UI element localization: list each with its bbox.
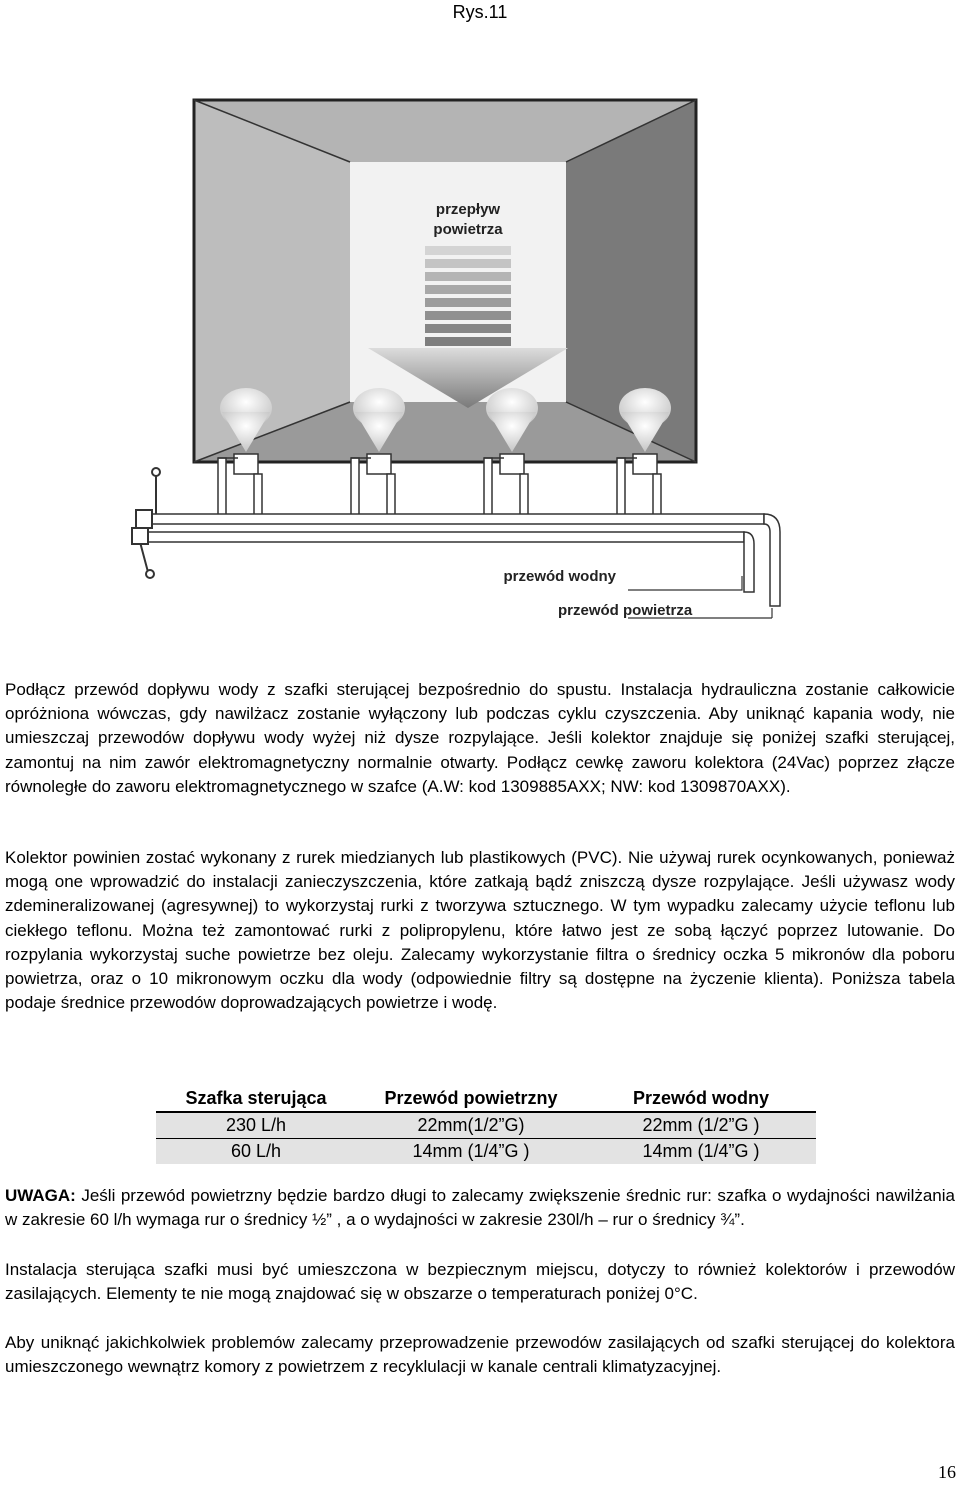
water-pipe-pointer (628, 576, 742, 590)
air-pipe-riser (764, 514, 780, 606)
figure-title: Rys.11 (452, 2, 508, 22)
table-cell: 60 L/h (156, 1139, 356, 1165)
nozzle-assembly (218, 454, 262, 518)
water-manifold-pipe (144, 532, 744, 542)
page-number: 16 (938, 1462, 956, 1482)
nozzle-assembly (617, 454, 661, 518)
warning-text: Jeśli przewód powietrzny będzie bardzo długi to zalecamy zwiększenie średnic rur: szafka o wydajności nawilżania w zakresie 60 l/h wymaga rur o średnicy ½” , a o wydajności w zakresie 230l/h – rur o średnicy ¾”. (5, 1186, 955, 1230)
table-header: Przewód powietrzny (356, 1086, 586, 1112)
table-header: Szafka sterująca (156, 1086, 356, 1112)
left-wall (194, 100, 350, 462)
table-cell: 230 L/h (156, 1112, 356, 1139)
table-header: Przewód wodny (586, 1086, 816, 1112)
airflow-label-line1: przepływ (435, 201, 501, 218)
air-manifold-pipe (144, 514, 764, 524)
water-pipe-riser (744, 532, 754, 592)
table-row (156, 1112, 816, 1139)
nozzle-assembly (484, 454, 528, 518)
table-header-row (156, 1086, 816, 1112)
paragraph-routing: Aby uniknąć jakichkolwiek problemów zalecamy przeprowadzenie przewodów zasilających od szafki sterującej do kolektora umieszczonego wewnątrz komory z powietrzem z recyklulacji w kanale centrali klimatyzacyjnej. (5, 1333, 955, 1377)
pipe-diameter-table (156, 1086, 816, 1164)
table-cell: 22mm(1/2”G) (356, 1112, 586, 1139)
table-cell: 14mm (1/4”G ) (586, 1139, 816, 1165)
paragraph-safety: Instalacja sterująca szafki musi być umieszczona w bezpiecznym miejscu, dotyczy to również kolektorów i przewodów zasilających. Elementy te nie mogą znajdować się w obszarze o temperaturach poniżej 0°C. (5, 1260, 955, 1304)
paragraph-warning (5, 1184, 955, 1232)
table-cell: 22mm (1/2”G ) (586, 1112, 816, 1139)
paragraph-manifold: Kolektor powinien zostać wykonany z rurek miedzianych lub plastikowych (PVC). Nie używaj rurek ocynkowanych, ponieważ mogą one wprowadzić do instalacji zanieczyszczenia, które zatkają bądź zniszczą dysze rozpylające. Jeśli używasz wody zdemineralizowanej (agresywnej) to wykorzystaj rurki z tworzywa sztucznego. W tym wypadku zalecamy użycie teflonu lub ciekłego teflonu. Można też zamontować rurki z polipropylenu, które łatwo jest ze sobą łączyć poprzez lutowanie. Do rozpylania wykorzystaj suche powietrze bez oleju. Zalecamy wykorzystanie filtra o średnicy oczka 5 mikronów dla poboru powietrza, oraz o 10 mikronowym oczku dla wody (odpowiednie filtry są dostępne na życzenie klienta). Poniższa tabela podaje średnice przewodów doprowadzających powietrze i wodę. (5, 848, 955, 1013)
table-cell: 14mm (1/4”G ) (356, 1139, 586, 1165)
airflow-label-line2: powietrza (433, 221, 503, 238)
paragraph-drain: Podłącz przewód dopływu wody z szafki sterującej bezpośrednio do spustu. Instalacja hydrauliczna zostanie całkowicie opróżniona wówczas, gdy nawilżacz zostanie wyłączony lub podczas cyklu czyszczenia. Aby uniknąć kapania wody, nie umieszczaj przewodów dopływu wody wyżej niż dysze rozpylające. Jeśli kolektor znajduje się poniżej szafki sterującej, zamontuj na nim zawór elektromagnetyczny normalnie otwarty. Podłącz cewkę zaworu kolektora (24Vac) poprzez złącze równoległe do zaworu elektromagnetycznego w szafce (A.W: kod 1309885AXX; NW: kod 1309870AXX). (5, 680, 955, 796)
water-pipe-label: przewód wodny (503, 568, 616, 585)
table-row (156, 1139, 816, 1165)
humidifier-installation-diagram (128, 96, 828, 636)
warning-label: UWAGA: (5, 1186, 76, 1205)
nozzle-assembly (351, 454, 395, 518)
pipe-diameter-table-wrap (156, 1086, 816, 1164)
air-pipe-label: przewód powietrza (558, 602, 693, 619)
